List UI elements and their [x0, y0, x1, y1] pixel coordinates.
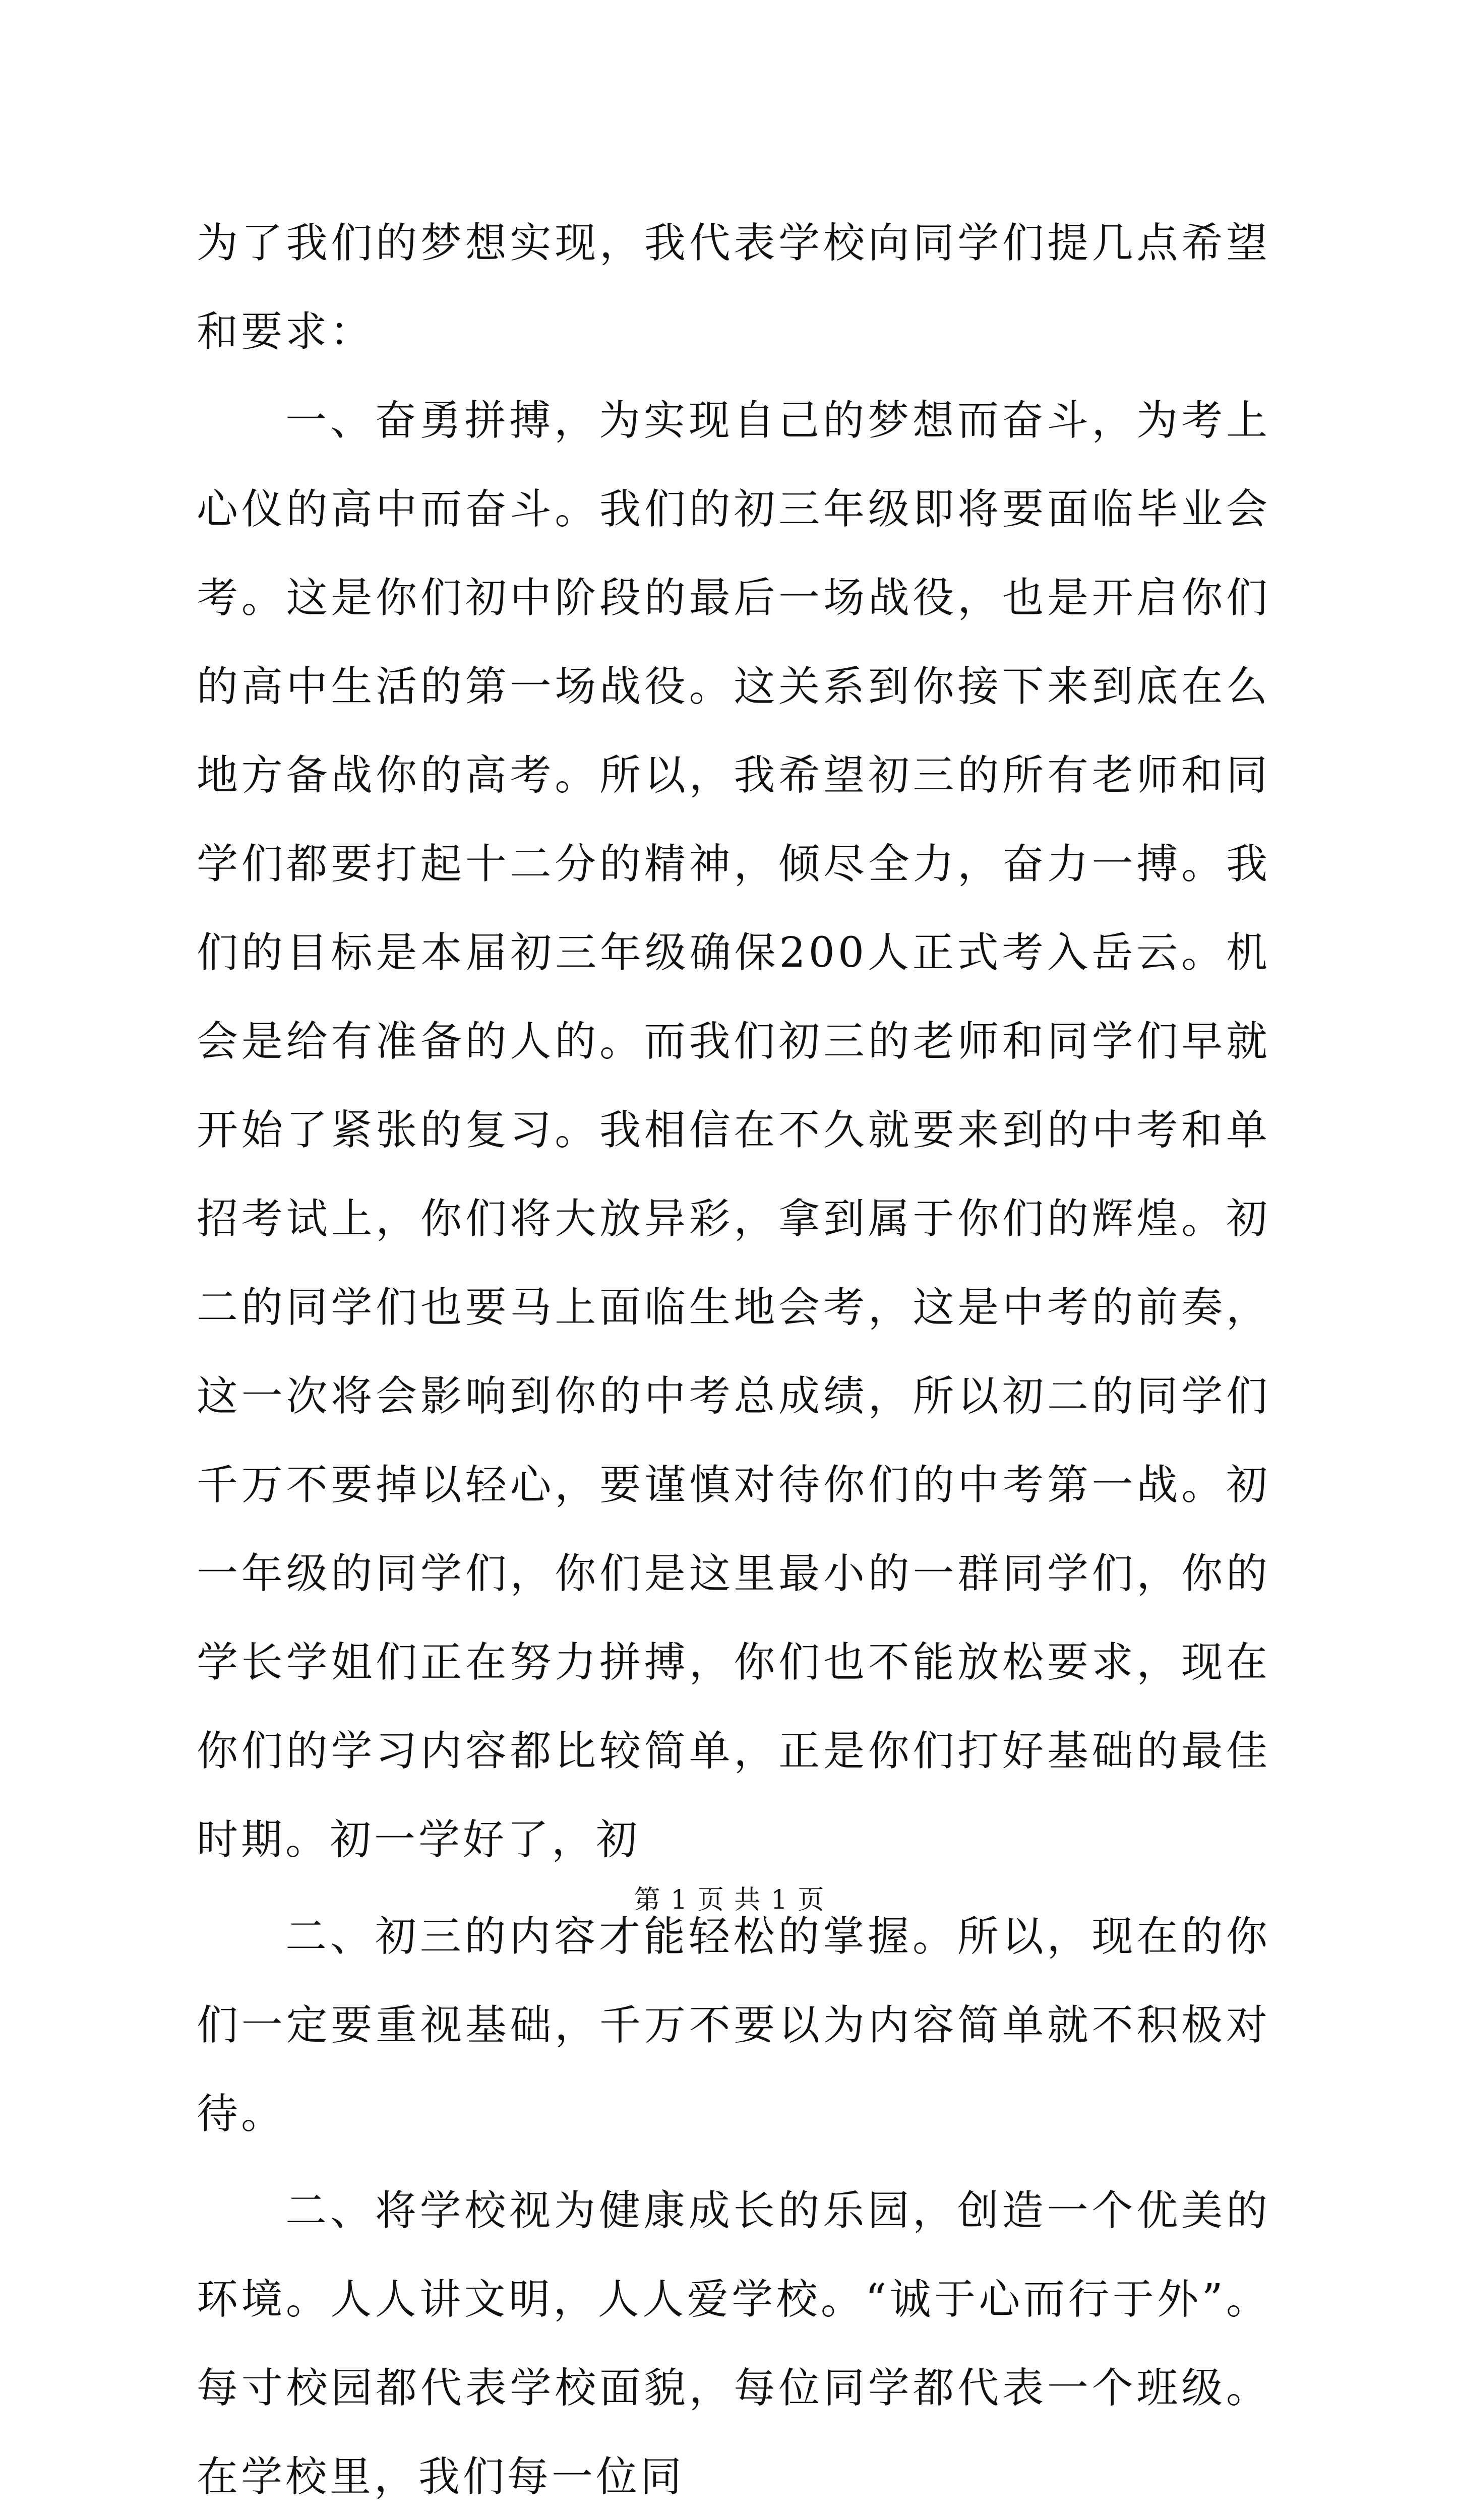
- paragraph-point-one: 一、奋勇拼搏，为实现自己的梦想而奋斗，为考上心仪的高中而奋斗。我们的初三年级即将要面临毕业会考。这是你们初中阶段的最后一场战役，也是开启你们的高中生活的第一场战役。这关系到你接下来到底在么地方备战你的高考。所以，我希望初三的所有老师和同学们都要打起十二分的精神，倾尽全力，奋力一搏。我们的目标是本届初三年级确保200人正式考入岳云。机会是给有准备的人的。而我们初三的老师和同学们早就开始了紧张的复习。我相信在不久就要来到的中考和单招考试上，你们将大放异彩，拿到属于你们的辉煌。初二的同学们也要马上面临生地会考，这是中考的前奏，这一次将会影响到你的中考总成绩，所以初二的同学们千万不要掉以轻心，要谨慎对待你们的中考第一战。初一年级的同学们，你们是这里最小的一群同学们，你的学长学姐们正在努力拼搏，你们也不能放松要求，现在你们的学习内容都比较简单，正是你们打好基础的最佳时期。初一学好了，初: [197, 397, 1270, 1864]
- page-number-footer: 第 1 页 共 1 页: [634, 1885, 825, 1915]
- paragraph-point-two-b: 二、将学校视为健康成长的乐园，创造一个优美的环境。人人讲文明，人人爱学校。“诚于心而行于外”。每寸校园都代表学校面貌，每位同学都代表一个班级。在学校里，我们每一位同: [197, 2187, 1270, 2501]
- paragraph-intro: 为了我们的梦想实现，我代表学校向同学们提几点希望和要求：: [197, 219, 1270, 356]
- paragraph-point-two-a: 二、初三的内容才能轻松的掌握。所以，现在的你们一定要重视基础，千万不要以为内容简单就不积极对待。: [197, 1913, 1270, 2138]
- document-body: [197, 199, 1270, 2520]
